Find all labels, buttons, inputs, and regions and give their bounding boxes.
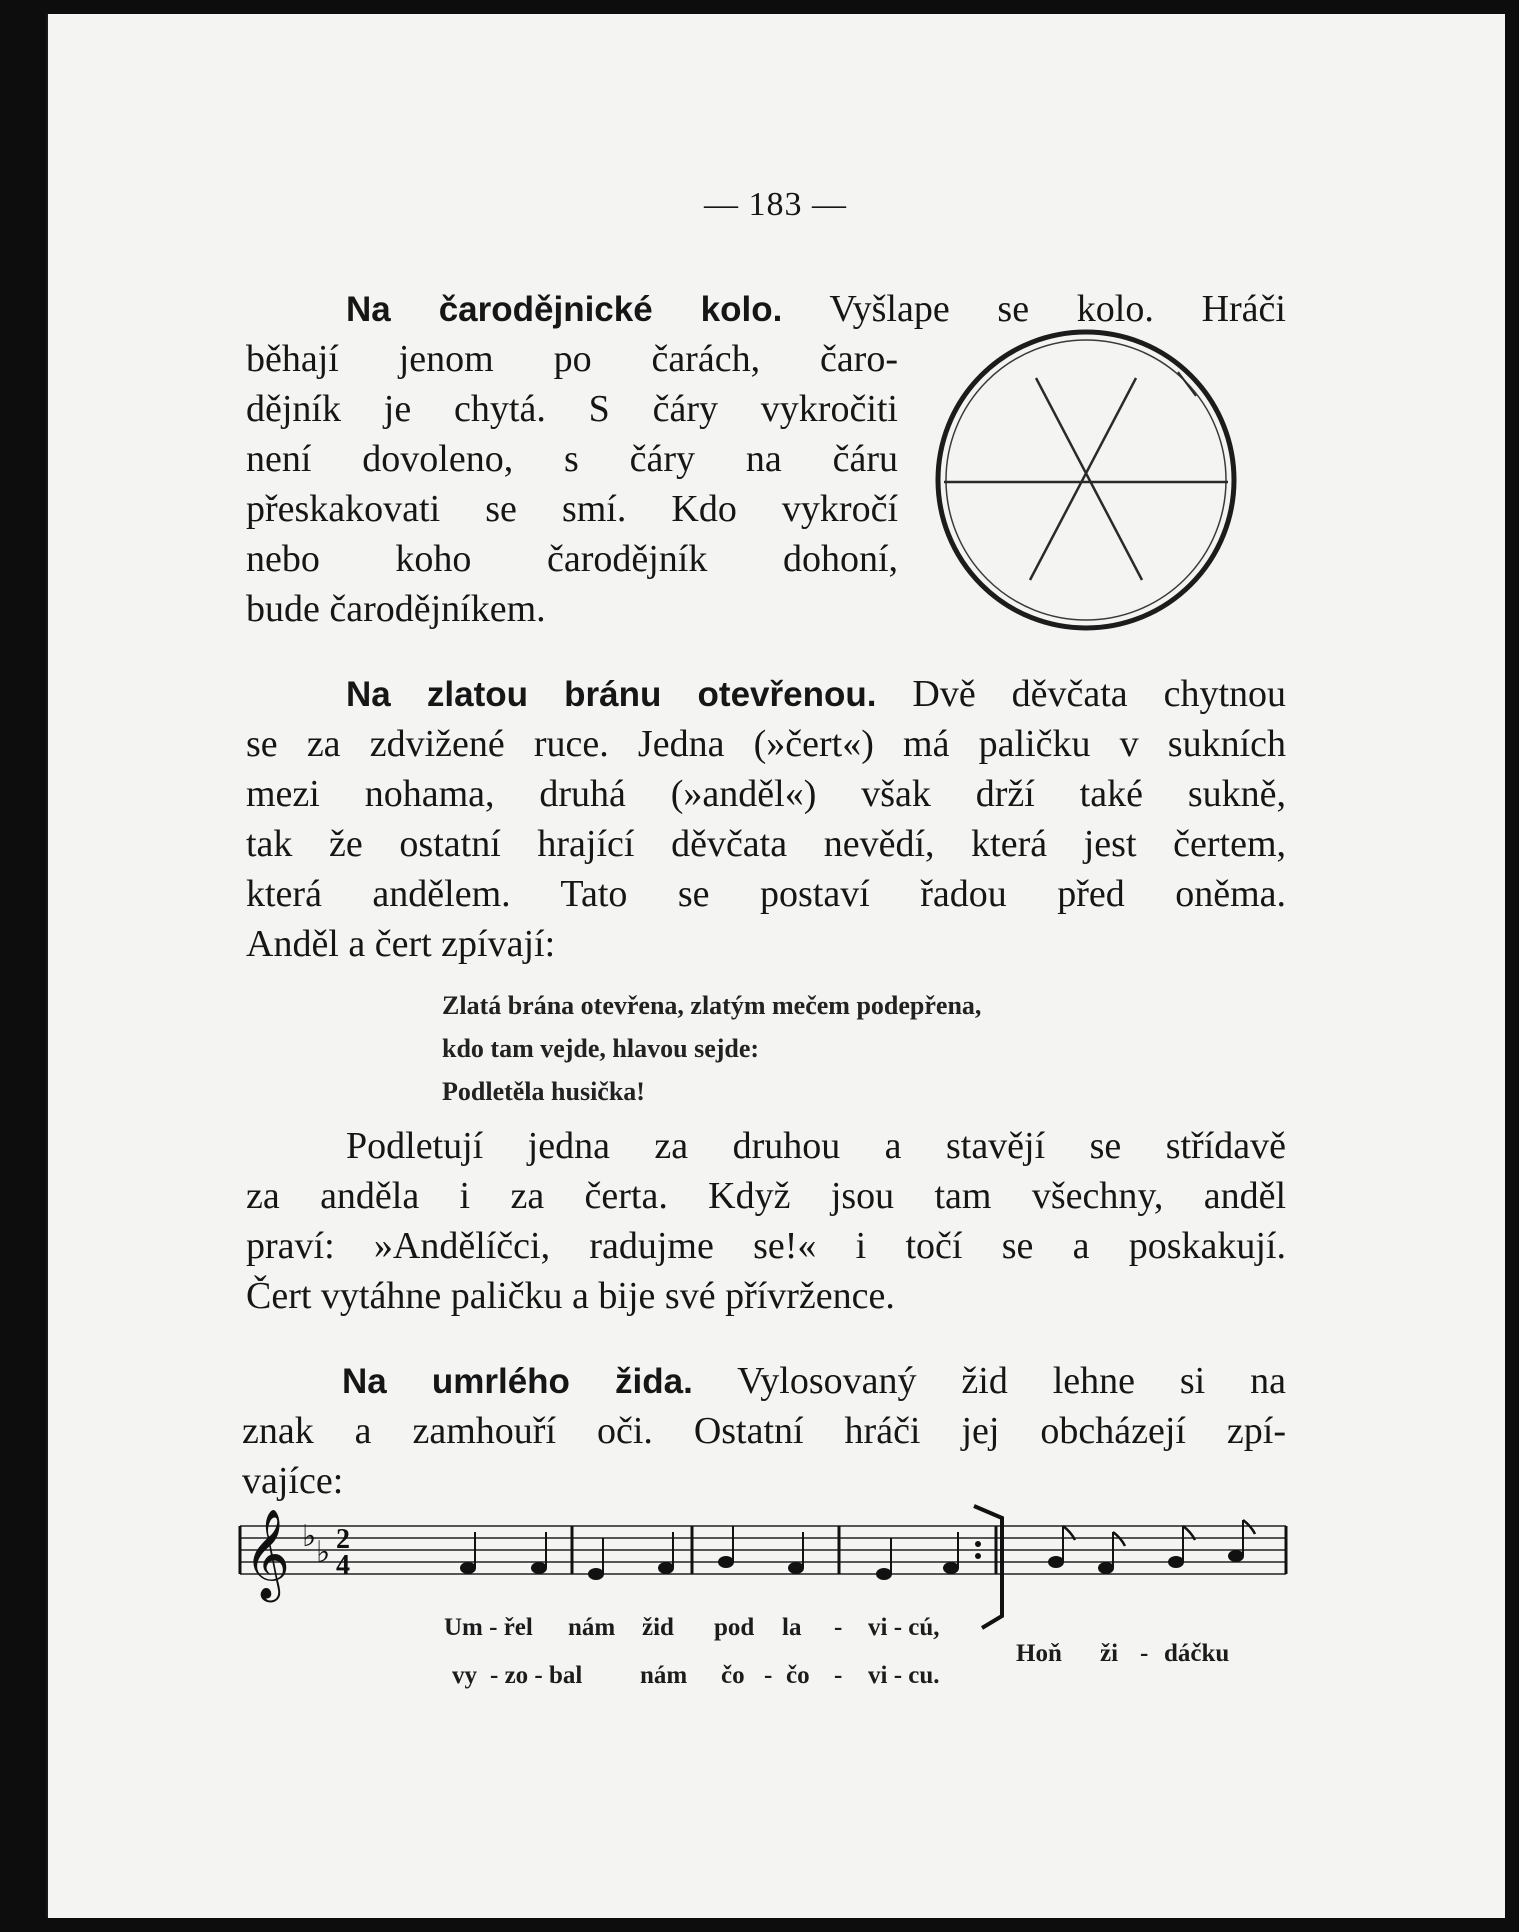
lyric-3-1: ži [1100, 1640, 1119, 1667]
section2-body [246, 719, 1286, 969]
section3-title: Na umrlého žida. [342, 1362, 693, 1401]
section1-line-5: nebo koho čarodějník dohoní, [246, 538, 898, 580]
song-verse [442, 984, 1182, 1113]
verse-line-0: Zlatá brána otevřena, zlatým mečem podepřena, [442, 991, 982, 1020]
lyric-2-2: nám [640, 1662, 688, 1689]
lyric-2-0: vy [452, 1662, 477, 1689]
section2-line-2: mezi nohama, druhá (»anděl«) však drží také sukně, [246, 773, 1286, 815]
lyric-1-5: - [834, 1614, 843, 1641]
section2-after-3: Čert vytáhne paličku a bije své přívržence. [246, 1275, 895, 1317]
lyric-2-7: vi - cu. [868, 1662, 940, 1689]
section2-line-5: Anděl a čert zpívají: [246, 923, 556, 965]
lyric-1-0: Um - řel [444, 1614, 533, 1641]
section1-line-4: přeskakovati se smí. Kdo vykročí [246, 488, 898, 530]
section2-line-3: tak že ostatní hrající děvčata nevědí, která jest čertem, [246, 823, 1286, 865]
section1-line-6: bude čarodějníkem. [246, 588, 546, 630]
flat-icon: ♭ [302, 1520, 317, 1553]
verse-line-2: Podletěla husička! [442, 1077, 645, 1106]
section1-title: Na čarodějnické kolo. [346, 290, 783, 329]
section2-line-0: Dvě děvčata chytnou [912, 673, 1287, 715]
section1-line-0: Vyšlape se kolo. Hráči [829, 288, 1286, 330]
page-number: — 183 — [704, 186, 847, 223]
lyric-1-4: la [782, 1614, 802, 1641]
lyric-2-5: čo [786, 1662, 810, 1689]
lyric-2-6: - [834, 1662, 843, 1689]
section3-line-1: znak a zamhouří oči. Ostatní hráči jej obcházejí zpí- [242, 1410, 1286, 1452]
time-signature-top: 2 [336, 1524, 350, 1555]
section2-after-body [246, 1171, 1286, 1321]
lyric-1-3: pod [714, 1614, 755, 1641]
section2-first-line [346, 669, 1286, 720]
music-staff [236, 1496, 1306, 1636]
flat-icon: ♭ [316, 1536, 331, 1569]
lyric-3-0: Hoň [1016, 1640, 1062, 1667]
lyric-1-6: vi - cú, [868, 1614, 940, 1641]
section2-after-0: Podletují jedna za druhou a stavějí se střídavě [346, 1125, 1286, 1167]
section2-after-1: za anděla i za čerta. Když jsou tam všechny, anděl [246, 1175, 1286, 1217]
section3-first-line [342, 1356, 1286, 1407]
section3-line-0: Vylosovaný žid lehne si na [737, 1360, 1286, 1402]
section2-after-2: praví: »Andělíčci, radujme se!« i točí se a poskakují. [246, 1225, 1286, 1267]
section1-line-2: dějník je chytá. S čáry vykročiti [246, 388, 898, 430]
section1-body [246, 334, 898, 634]
lyric-2-4: - [764, 1662, 773, 1689]
treble-clef-icon: 𝄞 [244, 1510, 291, 1597]
verse-line-1: kdo tam vejde, hlavou sejde: [442, 1034, 760, 1063]
page-binding-edge [46, 14, 56, 1918]
section2-after-first [346, 1121, 1286, 1171]
section3-line-2: vajíce: [242, 1460, 344, 1502]
section2-line-4: která andělem. Tato se postaví řadou před oněma. [246, 873, 1286, 915]
lyric-3-3: dáčku [1164, 1640, 1230, 1667]
section2-line-1: se za zdvižené ruce. Jedna (»čert«) má paličku v sukních [246, 723, 1286, 765]
section3-body [242, 1406, 1286, 1506]
lyric-2-1: - zo - bal [490, 1662, 583, 1689]
lyric-3-2: - [1140, 1640, 1149, 1667]
section2-title: Na zlatou bránu otevřenou. [346, 675, 877, 714]
book-page [46, 14, 1505, 1918]
section1-line-1: běhají jenom po čarách, čaro- [246, 338, 898, 380]
lyric-2-3: čo [721, 1662, 745, 1689]
time-signature-bottom: 4 [336, 1550, 350, 1581]
lyric-1-2: žid [642, 1614, 674, 1641]
lyric-1-1: nám [568, 1614, 616, 1641]
witch-circle-diagram [926, 320, 1246, 640]
section1-line-3: není dovoleno, s čáry na čáru [246, 438, 898, 480]
